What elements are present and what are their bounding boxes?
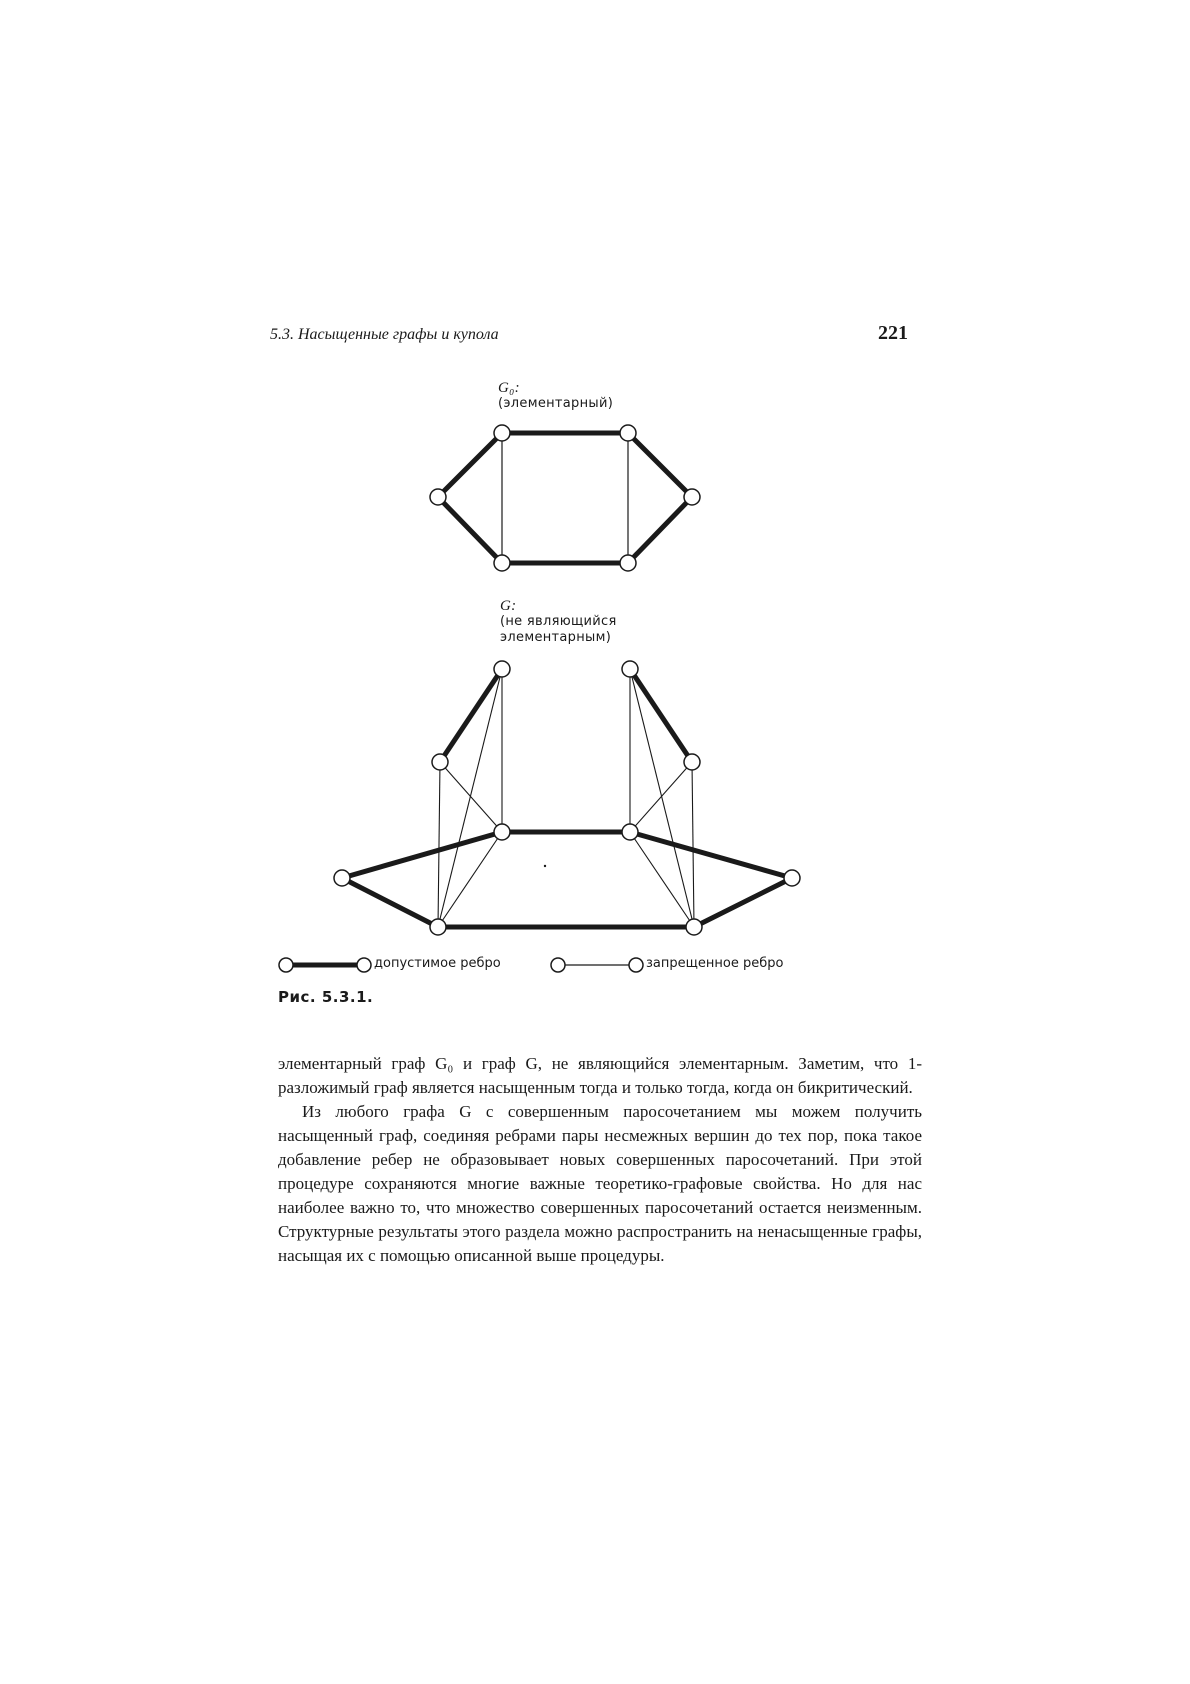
figure-caption: Рис. 5.3.1.: [278, 988, 374, 1006]
legend-allowed-label: допустимое ребро: [374, 956, 501, 971]
g-vertex: [430, 919, 446, 935]
g0-vertex: [620, 555, 636, 571]
graph-g0: [438, 433, 692, 563]
g0-vertex: [620, 425, 636, 441]
g-edge-allowed: [630, 832, 792, 878]
g0-edge-allowed: [628, 433, 692, 497]
g-vertex: [684, 754, 700, 770]
legend-forbidden-sample: [551, 958, 643, 972]
g-vertex: [622, 824, 638, 840]
g-vertex: [334, 870, 350, 886]
graph-g0-label: [498, 380, 613, 412]
graph-g-description-line1: (не являющийся: [500, 614, 617, 629]
graph-g0-symbol: G₀:: [498, 380, 520, 396]
g-edge-allowed: [342, 878, 438, 927]
g0-vertex: [494, 555, 510, 571]
graph-g0-description: (элементарный): [498, 396, 614, 411]
graph-g-symbol: G:: [500, 598, 517, 614]
g0-edge-allowed: [438, 433, 502, 497]
g-edge-forbidden: [440, 762, 502, 832]
g0-edge-allowed: [438, 497, 502, 563]
body-text: [278, 1052, 922, 1268]
g-vertex: [622, 661, 638, 677]
g-edge-forbidden: [438, 669, 502, 927]
center-dot: [544, 865, 546, 867]
g-edge-allowed: [694, 878, 792, 927]
g-vertex: [494, 661, 510, 677]
g-edge-forbidden: [630, 762, 692, 832]
g-edge-forbidden: [692, 762, 694, 927]
g-vertex: [432, 754, 448, 770]
g0-vertex: [494, 425, 510, 441]
graph-g-vertices: [334, 661, 800, 935]
g-edge-allowed: [440, 669, 502, 762]
g0-vertex: [430, 489, 446, 505]
g-edge-forbidden: [630, 669, 694, 927]
legend-forbidden-label: запрещенное ребро: [646, 956, 784, 971]
page-number: 221: [878, 322, 908, 344]
graph-g-label: [500, 598, 617, 646]
g-edge-forbidden: [438, 762, 440, 927]
g-vertex: [494, 824, 510, 840]
graph-g-description-line2: элементарным): [500, 630, 612, 645]
g-edge-allowed: [342, 832, 502, 878]
legend-allowed-sample: [279, 958, 371, 972]
g0-edge-allowed: [628, 497, 692, 563]
graph-g0-vertices: [430, 425, 700, 571]
g-edge-allowed: [630, 669, 692, 762]
g0-vertex: [684, 489, 700, 505]
paragraph-2: Из любого графа G с совершенным паросочетанием мы можем получить насыщенный граф, соединяя ребрами пары несмежных вершин до тех пор, пока такое добавление ребер не образовывает новых совершенных паросочетаний. При этой процедуре сохраняются многие важные теоретико-графовые свойства. Но для нас наиболее важно то, что множество совершенных паросочетаний остается неизменным. Структурные результаты этого раздела можно распространить на ненасыщенные графы, насыщая их с помощью описанной выше процедуры.: [278, 1102, 922, 1265]
running-head: 5.3. Насыщенные графы и купола: [270, 326, 499, 343]
g-vertex: [784, 870, 800, 886]
graph-g: [342, 669, 792, 927]
g-vertex: [686, 919, 702, 935]
paragraph-1: элементарный граф G₀ и граф G, не являющийся элементарным. Заметим, что 1-разложимый граф является насыщенным тогда и только тогда, когда он бикритический.: [278, 1054, 922, 1097]
